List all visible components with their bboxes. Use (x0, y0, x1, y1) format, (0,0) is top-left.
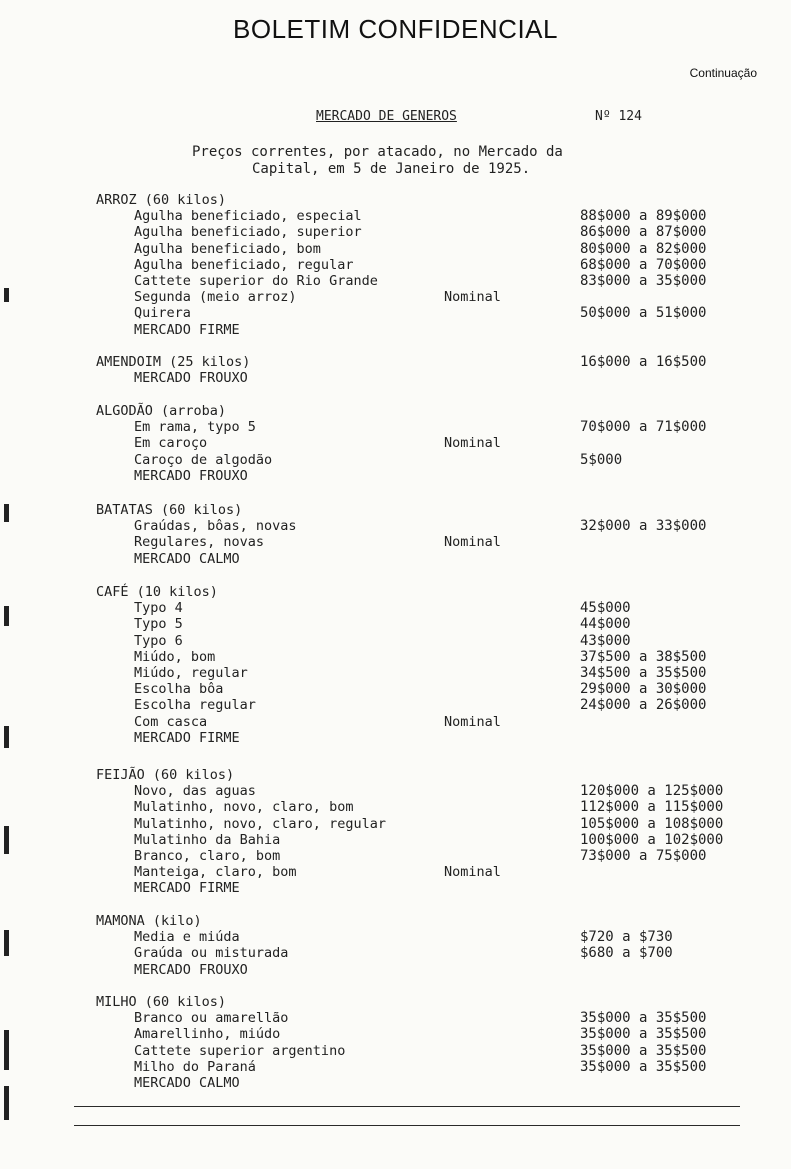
item-label: Milho do Paraná (134, 1058, 256, 1075)
price-row (0, 880, 791, 896)
item-price: 86$000 a 87$000 (580, 224, 707, 241)
item-label: Media e miúda (134, 929, 240, 946)
price-row (0, 929, 791, 945)
price-row (0, 864, 791, 880)
item-label: Com casca (134, 713, 208, 730)
price-section (0, 502, 791, 567)
item-label: MERCADO FIRME (134, 880, 240, 897)
section-heading-row (0, 192, 791, 208)
price-row (0, 714, 791, 730)
item-label: Em caroço (134, 435, 208, 452)
price-row (0, 257, 791, 273)
price-row (0, 1043, 791, 1059)
scan-edge-mark (4, 606, 9, 626)
item-price: 35$000 a 35$500 (580, 1026, 707, 1043)
item-label: Miúdo, bom (134, 648, 216, 665)
price-row (0, 518, 791, 534)
item-label: MERCADO FROUXO (134, 370, 248, 387)
price-row (0, 435, 791, 451)
section-heading: MAMONA (kilo) (96, 913, 202, 929)
item-price: 29$000 a 30$000 (580, 681, 707, 698)
scan-edge-mark (4, 930, 9, 956)
item-price: $680 a $700 (580, 945, 673, 962)
price-row (0, 681, 791, 697)
item-price: 37$500 a 38$500 (580, 648, 707, 665)
section-heading: BATATAS (60 kilos) (96, 502, 243, 518)
intro-line-1: Preços correntes, por atacado, no Mercado da (192, 144, 563, 160)
item-label: Segunda (meio arroz) (134, 289, 297, 306)
item-label: Escolha regular (134, 697, 256, 714)
item-label: Amarellinho, miúdo (134, 1026, 281, 1043)
item-note: Nominal (444, 289, 501, 306)
item-note: Nominal (444, 713, 501, 730)
section-heading-row (0, 767, 791, 783)
item-label: MERCADO FROUXO (134, 961, 248, 978)
item-note: Nominal (444, 435, 501, 452)
item-label: Cattete superior argentino (134, 1042, 346, 1059)
item-price: 120$000 a 125$000 (580, 783, 724, 800)
item-label: Manteiga, claro, bom (134, 864, 297, 881)
item-label: Em rama, typo 5 (134, 419, 256, 436)
scan-edge-mark (4, 826, 9, 854)
section-heading: FEIJÃO (60 kilos) (96, 767, 235, 783)
item-price: 100$000 a 102$000 (580, 831, 724, 848)
item-label: MERCADO FROUXO (134, 467, 248, 484)
section-heading: ALGODÃO (arroba) (96, 403, 227, 419)
item-note: Nominal (444, 534, 501, 551)
item-price: 80$000 a 82$000 (580, 240, 707, 257)
price-row (0, 945, 791, 961)
price-row (0, 783, 791, 799)
item-label: Escolha bôa (134, 681, 224, 698)
section-heading-row (0, 354, 791, 370)
section-heading-row (0, 502, 791, 518)
item-price: 83$000 a 35$000 (580, 272, 707, 289)
item-price: 5$000 (580, 451, 623, 468)
section-heading-row (0, 913, 791, 929)
item-label: MERCADO CALMO (134, 550, 240, 567)
section-heading: MILHO (60 kilos) (96, 994, 227, 1010)
item-price: 35$000 a 35$500 (580, 1058, 707, 1075)
market-title: MERCADO DE GENEROS (316, 109, 457, 124)
section-heading-row (0, 584, 791, 600)
item-label: Graúda ou misturada (134, 945, 289, 962)
section-heading-row (0, 403, 791, 419)
item-label: Mulatinho, novo, claro, bom (134, 799, 354, 816)
section-heading: AMENDOIM (25 kilos) (96, 354, 251, 370)
item-note: Nominal (444, 864, 501, 881)
price-row (0, 697, 791, 713)
price-row (0, 730, 791, 746)
price-row (0, 468, 791, 484)
price-row (0, 616, 791, 632)
item-label: MERCADO FIRME (134, 729, 240, 746)
price-row (0, 370, 791, 386)
price-row (0, 551, 791, 567)
price-row (0, 600, 791, 616)
item-label: Typo 6 (134, 632, 183, 649)
price-section (0, 192, 791, 338)
item-price: 35$000 a 35$500 (580, 1010, 707, 1027)
item-price: 50$000 a 51$000 (580, 305, 707, 322)
price-section (0, 994, 791, 1091)
item-label: Mulatinho da Bahia (134, 831, 281, 848)
scan-edge-mark (4, 288, 9, 302)
scan-edge-mark (4, 726, 9, 748)
item-price: 43$000 (580, 632, 631, 649)
item-price: 70$000 a 71$000 (580, 419, 707, 436)
price-row (0, 452, 791, 468)
price-section (0, 354, 791, 386)
item-label: Miúdo, regular (134, 664, 248, 681)
price-row (0, 649, 791, 665)
item-label: Quirera (134, 305, 191, 322)
item-price: 45$000 (580, 600, 631, 617)
price-row (0, 962, 791, 978)
bottom-rule-2 (74, 1125, 740, 1126)
price-row (0, 633, 791, 649)
scan-edge-mark (4, 1030, 9, 1070)
item-label: Agulha beneficiado, superior (134, 224, 362, 241)
item-price: 44$000 (580, 616, 631, 633)
price-row (0, 534, 791, 550)
item-price: 35$000 a 35$500 (580, 1042, 707, 1059)
price-section (0, 913, 791, 978)
price-row (0, 305, 791, 321)
section-heading: ARROZ (60 kilos) (96, 192, 227, 208)
section-heading: CAFÉ (10 kilos) (96, 584, 218, 600)
item-price: 112$000 a 115$000 (580, 799, 724, 816)
price-row (0, 832, 791, 848)
item-price: 32$000 a 33$000 (580, 518, 707, 535)
scan-edge-mark (4, 1086, 9, 1120)
price-row (0, 816, 791, 832)
scan-edge-mark (4, 504, 9, 522)
item-label: Regulares, novas (134, 534, 265, 551)
section-heading-price: 16$000 a 16$500 (580, 354, 707, 370)
price-row (0, 1059, 791, 1075)
price-row (0, 289, 791, 305)
price-row (0, 1026, 791, 1042)
item-label: Branco ou amarellão (134, 1010, 289, 1027)
item-label: MERCADO CALMO (134, 1074, 240, 1091)
item-label: Mulatinho, novo, claro, regular (134, 815, 386, 832)
item-price: 73$000 a 75$000 (580, 847, 707, 864)
item-label: Typo 4 (134, 600, 183, 617)
continuation-label: Continuação (689, 66, 757, 80)
price-section (0, 403, 791, 484)
item-label: Branco, claro, bom (134, 847, 281, 864)
intro-text (192, 144, 662, 178)
item-price: 68$000 a 70$000 (580, 256, 707, 273)
price-row (0, 1075, 791, 1091)
item-price: 105$000 a 108$000 (580, 815, 724, 832)
price-section (0, 584, 791, 746)
price-row (0, 273, 791, 289)
intro-line-2: Capital, em 5 de Janeiro de 1925. (252, 161, 531, 177)
item-label: Typo 5 (134, 616, 183, 633)
item-label: Graúdas, bôas, novas (134, 518, 297, 535)
item-price: 24$000 a 26$000 (580, 697, 707, 714)
price-row (0, 799, 791, 815)
price-row (0, 208, 791, 224)
price-row (0, 322, 791, 338)
item-label: Caroço de algodão (134, 451, 273, 468)
item-label: Agulha beneficiado, especial (134, 208, 362, 225)
price-row (0, 224, 791, 240)
item-label: Novo, das aguas (134, 783, 256, 800)
bottom-rule-1 (74, 1106, 740, 1107)
item-price: 88$000 a 89$000 (580, 208, 707, 225)
section-heading-row (0, 994, 791, 1010)
price-row (0, 419, 791, 435)
item-price: 34$500 a 35$500 (580, 664, 707, 681)
price-row (0, 665, 791, 681)
price-row (0, 241, 791, 257)
item-label: Agulha beneficiado, regular (134, 256, 354, 273)
item-label: Agulha beneficiado, bom (134, 240, 321, 257)
bulletin-number: Nº 124 (595, 109, 642, 124)
price-row (0, 848, 791, 864)
page-title: BOLETIM CONFIDENCIAL (233, 14, 558, 44)
item-price: $720 a $730 (580, 929, 673, 946)
item-label: Cattete superior do Rio Grande (134, 272, 378, 289)
price-section (0, 767, 791, 897)
price-row (0, 1010, 791, 1026)
item-label: MERCADO FIRME (134, 321, 240, 338)
